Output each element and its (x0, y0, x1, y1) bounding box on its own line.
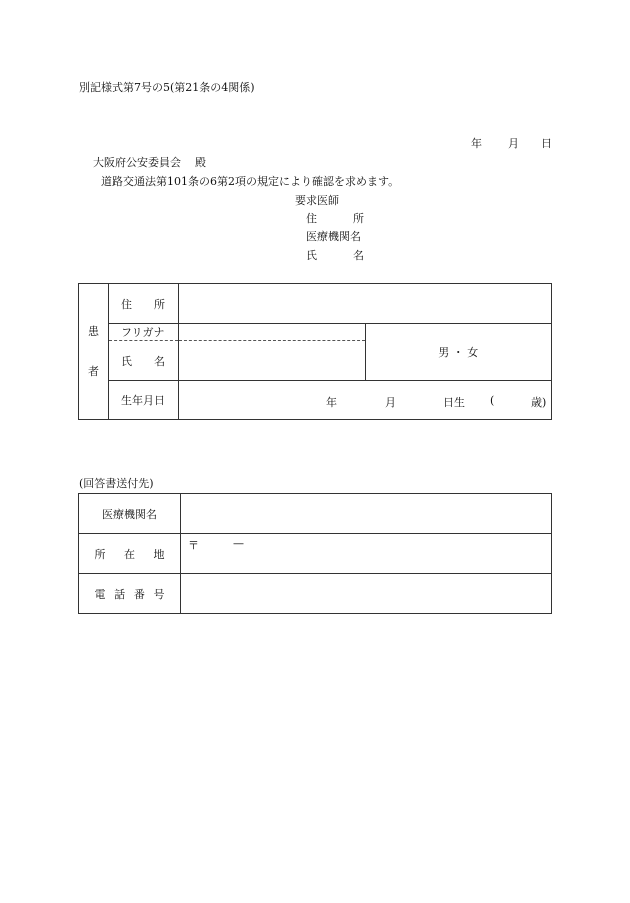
postal-dash: — (233, 537, 244, 550)
reply-institution-label: 医療機関名 (79, 494, 181, 534)
patient-sex-options[interactable]: 男 ・ 女 (365, 324, 552, 381)
postal-mark: 〒 (188, 539, 199, 552)
requester-name-label: 氏 名 (306, 249, 364, 262)
date-year-label: 年 (471, 137, 482, 150)
birth-day-label: 日生 (443, 396, 465, 409)
birth-month-label: 月 (385, 396, 396, 409)
patient-name-label: 氏 名 (109, 341, 179, 381)
addressee-name: 大阪府公安委員会 (93, 156, 181, 169)
patient-name-field[interactable] (179, 341, 366, 381)
patient-birth-label: 生年月日 (109, 381, 179, 420)
date-month-label: 月 (508, 137, 519, 150)
patient-birth-field[interactable] (179, 381, 552, 420)
requester-title: 要求医師 (295, 194, 339, 207)
patient-table (78, 283, 552, 420)
reply-location-label: 所在地 (79, 534, 181, 574)
date-day-label: 日 (541, 137, 552, 150)
patient-furigana-field[interactable] (179, 324, 366, 341)
reply-phone-field[interactable] (181, 574, 552, 614)
birth-year-label: 年 (326, 396, 337, 409)
form-number: 別記様式第7号の5(第21条の4関係) (79, 81, 255, 94)
requester-address-label: 住 所 (306, 212, 364, 225)
patient-address-field[interactable] (179, 284, 552, 324)
reply-phone-label: 電話番号 (79, 574, 181, 614)
addressee (93, 157, 206, 168)
request-text: 道路交通法第101条の6第2項の規定により確認を求めます。 (101, 175, 400, 188)
reply-location-field[interactable] (181, 534, 552, 574)
age-close: 歳) (531, 396, 547, 409)
addressee-suffix: 殿 (195, 156, 206, 169)
patient-side-label: 患 者 (79, 284, 109, 420)
patient-address-label: 住 所 (109, 284, 179, 324)
reply-section-title: (回答書送付先) (79, 477, 154, 490)
reply-institution-field[interactable] (181, 494, 552, 534)
requester-institution-label: 医療機関名 (306, 230, 361, 243)
age-open: ( (490, 394, 495, 407)
patient-furigana-label: フリガナ (109, 324, 179, 341)
reply-table (78, 493, 552, 614)
